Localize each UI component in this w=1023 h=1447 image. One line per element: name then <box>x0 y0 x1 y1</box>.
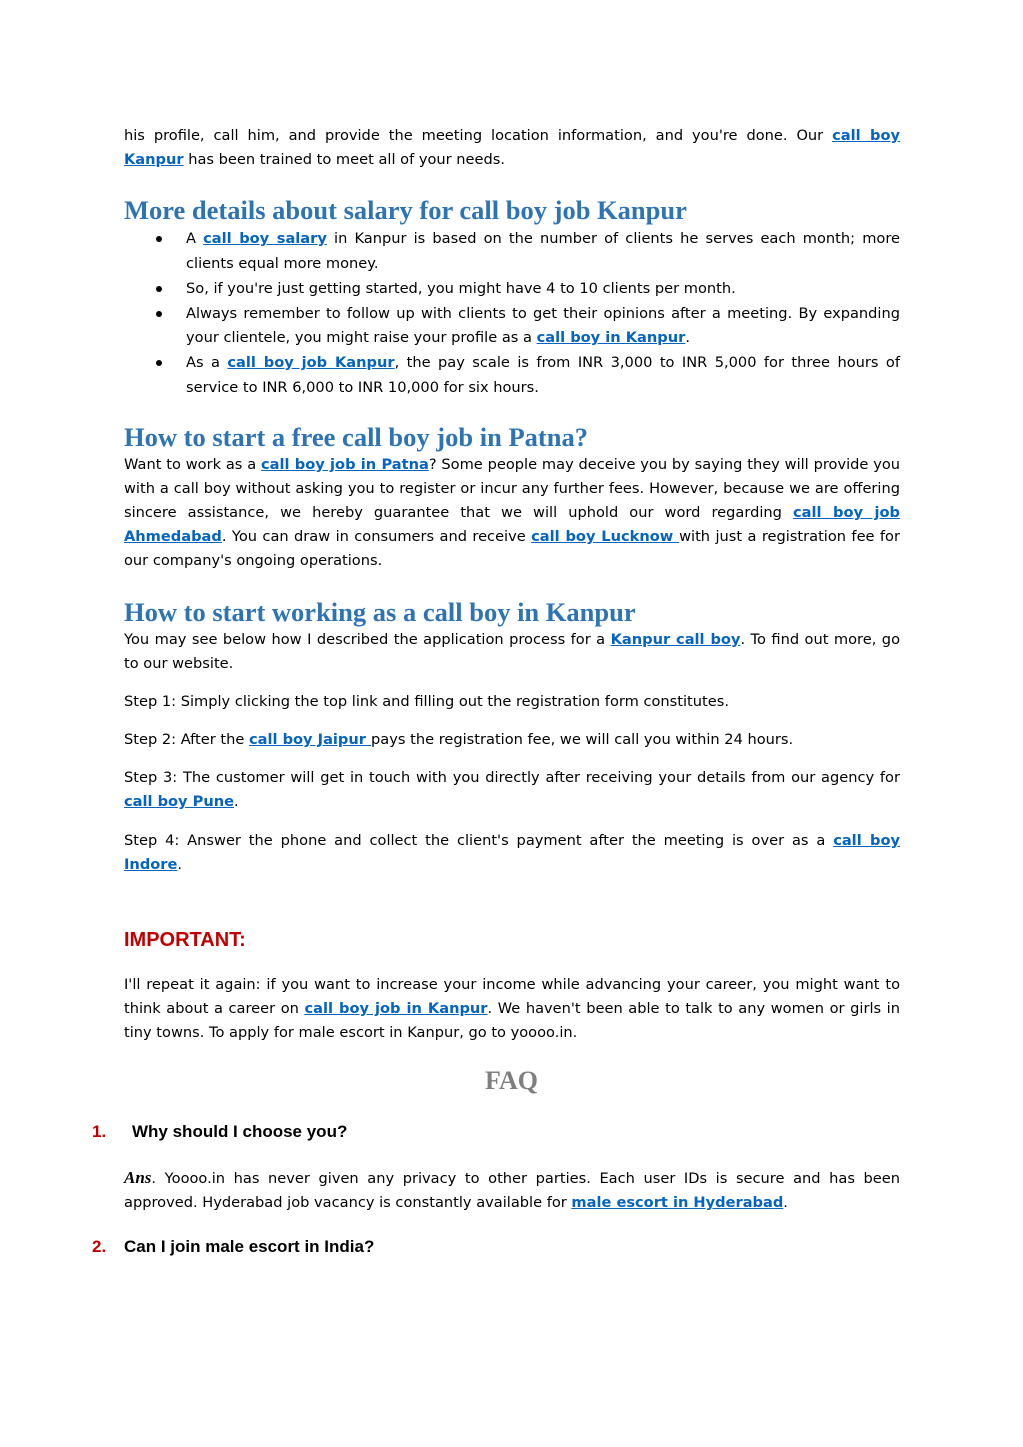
step-2: Step 2: After the call boy Jaipur pays the registration fee, we will call you within 24 hours. <box>124 731 794 748</box>
bullet-icon <box>156 236 162 242</box>
question-2-number: 2. <box>92 1237 107 1256</box>
step-3: Step 3: The customer will get in touch with you directly after receiving your details from our agency for call boy Pune. <box>124 769 900 810</box>
bullet-icon <box>156 360 162 366</box>
link-kanpur-call-boy[interactable]: Kanpur call boy <box>610 631 741 648</box>
question-2: Can I join male escort in India? <box>124 1237 375 1256</box>
salary-list <box>124 227 900 401</box>
list-item: So, if you're just getting started, you might have 4 to 10 clients per month. <box>124 277 900 302</box>
list-item: As a call boy job Kanpur, the pay scale is from INR 3,000 to INR 5,000 for three hours of service to INR 6,000 to INR 10,000 for six hours. <box>124 351 900 400</box>
important-heading: IMPORTANT: <box>124 929 246 951</box>
bullet-icon <box>156 311 162 317</box>
answer-1: Ans. Yoooo.in has never given any privacy to other parties. Each user IDs is secure and has been approved. Hyderabad job vacancy is constantly available for male escort in Hyderabad. <box>124 1168 900 1211</box>
salary-heading: More details about salary for call boy job Kanpur <box>124 195 687 225</box>
patna-heading: How to start a free call boy job in Patna? <box>124 422 588 452</box>
link-call-boy-pune[interactable]: call boy Pune <box>124 793 235 810</box>
faq-heading: FAQ <box>485 1066 538 1095</box>
kanpur-intro-paragraph: You may see below how I described the application process for a Kanpur call boy. To find out more, go to our website. <box>124 631 900 672</box>
answer-label: Ans <box>124 1168 152 1187</box>
kanpur-heading: How to start working as a call boy in Kanpur <box>124 597 636 627</box>
list-item: A call boy salary in Kanpur is based on the number of clients he serves each month; more clients equal more money. <box>124 227 900 276</box>
step-4: Step 4: Answer the phone and collect the client's payment after the meeting is over as a call boy Indore. <box>124 832 900 873</box>
step-1: Step 1: Simply clicking the top link and filling out the registration form constitutes. <box>124 693 729 710</box>
patna-paragraph: Want to work as a call boy job in Patna? Some people may deceive you by saying they will provide you with a call boy without asking you to register or incur any further fees. However, because we are offering sincere assistance, we hereby guarantee that we will uphold our word regarding call boy job Ahmedabad. You can draw in consumers and receive call boy Lucknow with just a registration fee for our company's ongoing operations. <box>124 456 901 569</box>
link-call-boy-lucknow[interactable]: call boy Lucknow <box>531 528 680 545</box>
intro-paragraph <box>124 124 900 172</box>
question-1: Why should I choose you? <box>132 1122 348 1141</box>
link-call-boy-job-kanpur[interactable]: call boy job Kanpur <box>227 354 395 371</box>
bullet-icon <box>156 286 162 292</box>
link-call-boy-kanpur[interactable]: call boy Kanpur <box>124 127 900 168</box>
list-item: Always remember to follow up with clients to get their opinions after a meeting. By expanding your clientele, you might raise your profile as a call boy in Kanpur. <box>124 302 900 351</box>
link-call-boy-salary[interactable]: call boy salary <box>203 230 327 247</box>
link-male-escort-hyderabad[interactable]: male escort in Hyderabad <box>571 1194 784 1211</box>
link-call-boy-job-patna[interactable]: call boy job in Patna <box>261 456 429 473</box>
link-call-boy-indore[interactable]: call boy Indore <box>124 832 900 873</box>
important-paragraph: I'll repeat it again: if you want to increase your income while advancing your career, you might want to think about a career on call boy job in Kanpur. We haven't been able to talk to any women or girls in tiny towns. To apply for male escort in Kanpur, go to yoooo.in. <box>124 976 900 1041</box>
link-call-boy-in-kanpur[interactable]: call boy in Kanpur <box>536 329 686 346</box>
question-1-number: 1. <box>92 1122 107 1141</box>
intro-text: his profile, call him, and provide the meeting location information, and you're done. Our <box>124 127 833 144</box>
link-call-boy-job-ahmedabad[interactable]: call boy job Ahmedabad <box>124 504 900 545</box>
intro-text-end: has been trained to meet all of your needs. <box>183 151 506 168</box>
link-call-boy-job-in-kanpur[interactable]: call boy job in Kanpur <box>304 1000 488 1017</box>
link-call-boy-jaipur[interactable]: call boy Jaipur <box>248 731 372 748</box>
